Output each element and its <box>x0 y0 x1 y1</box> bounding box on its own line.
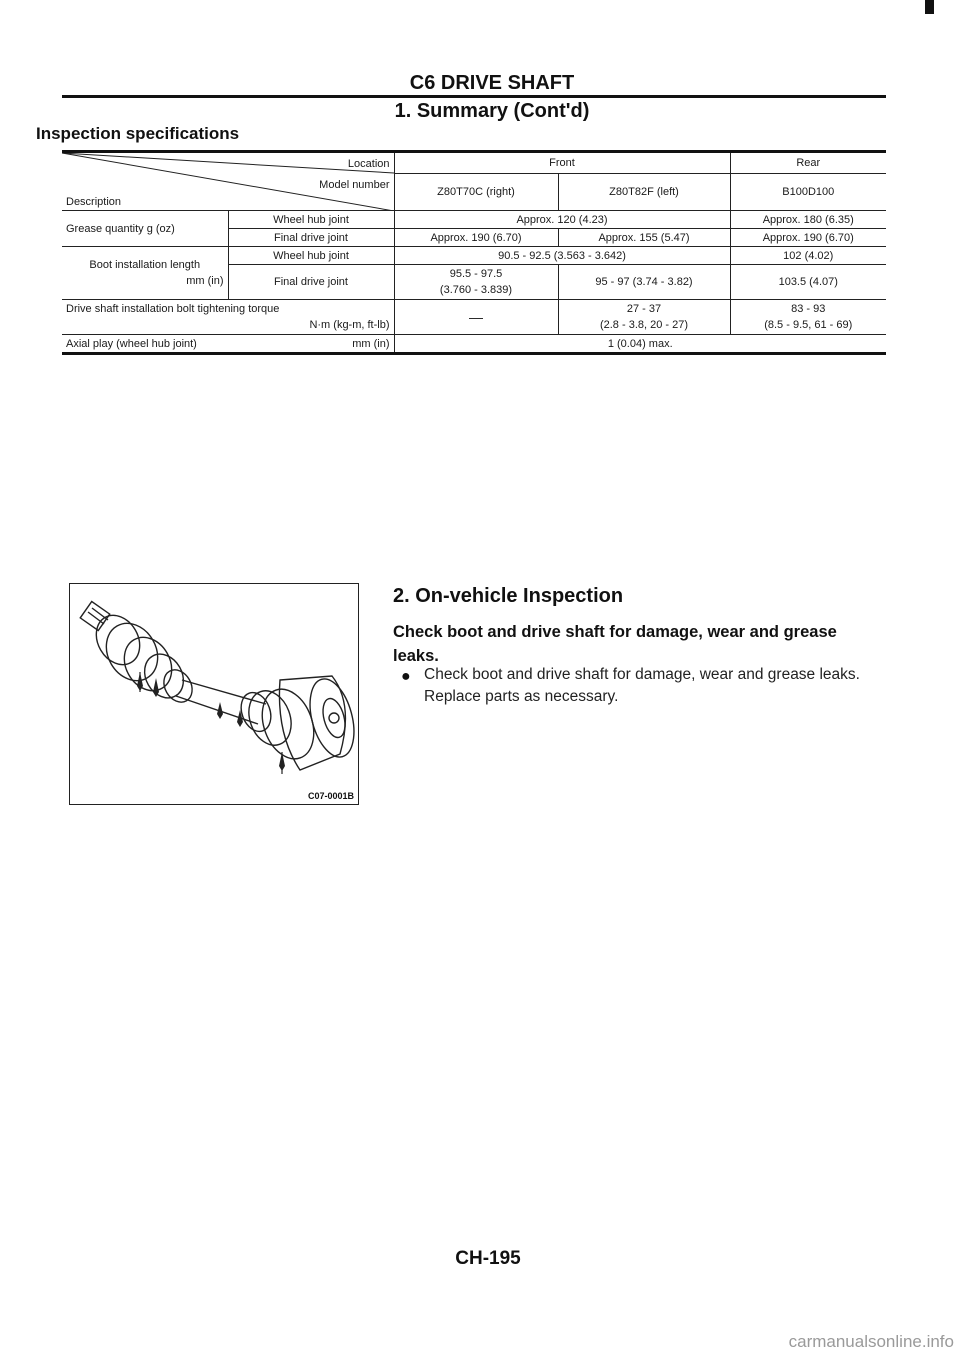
axial-play-row <box>62 335 886 354</box>
grease-wheel-hub-label: Wheel hub joint <box>228 211 394 229</box>
column-front-header: Front <box>394 152 730 174</box>
boot-label-line2: mm (in) <box>186 275 224 287</box>
table-header-row <box>62 152 886 174</box>
boot-final-drive-rear: 103.5 (4.07) <box>730 265 886 300</box>
check-boot-heading: Check boot and drive shaft for damage, wear and grease leaks. <box>393 623 837 665</box>
torque-front-left <box>558 300 730 335</box>
grease-quantity-label: Grease quantity g (oz) <box>62 211 228 247</box>
grease-wheel-hub-row <box>62 211 886 229</box>
inspection-specifications-table <box>62 150 886 355</box>
torque-label-line1: Drive shaft installation bolt tightening torque <box>66 303 280 315</box>
torque-row <box>62 300 886 335</box>
model-front-right: Z80T70C (right) <box>394 174 558 211</box>
drive-shaft-illustration <box>70 584 358 804</box>
boot-wheel-hub-rear: 102 (4.02) <box>730 247 886 265</box>
boot-wheel-hub-label: Wheel hub joint <box>228 247 394 265</box>
boot-final-drive-front-left: 95 - 97 (3.74 - 3.82) <box>558 265 730 300</box>
subsection-title: 1. Summary (Cont'd) <box>394 100 590 122</box>
title-rule <box>62 95 886 98</box>
section-title: C6 DRIVE SHAFT <box>409 72 575 94</box>
check-boot-instruction: Check boot and drive shaft for damage, wear and grease leaks. Replace parts as necessary. <box>424 666 860 705</box>
grease-wheel-hub-front: Approx. 120 (4.23) <box>394 211 730 229</box>
column-rear-header: Rear <box>730 152 886 174</box>
corner-registration-mark <box>925 0 934 14</box>
axial-play-label-text: Axial play (wheel hub joint) <box>66 337 197 350</box>
boot-final-drive-front-right <box>394 265 558 300</box>
torque-front-left-line2: (2.8 - 3.8, 20 - 27) <box>599 319 689 331</box>
boot-wheel-hub-row <box>62 247 886 265</box>
axial-play-unit: mm (in) <box>352 337 390 350</box>
boot-label-line1: Boot installation length <box>89 259 201 271</box>
bullet-icon: ● <box>401 668 411 685</box>
boot-wheel-hub-front: 90.5 - 92.5 (3.563 - 3.642) <box>394 247 730 265</box>
torque-label-line2: N·m (kg-m, ft-lb) <box>309 319 390 331</box>
watermark: carmanualsonline.info <box>788 1332 954 1351</box>
corner-model-number-label: Model number <box>319 179 390 191</box>
figure-id-label: C07-0001B <box>307 791 354 801</box>
axial-play-value: 1 (0.04) max. <box>394 335 886 354</box>
on-vehicle-inspection-heading: 2. On-vehicle Inspection <box>393 585 624 607</box>
boot-installation-label <box>62 247 228 300</box>
torque-front-right: — <box>394 300 558 335</box>
torque-label <box>62 300 394 335</box>
torque-front-left-line1: 27 - 37 <box>626 303 662 315</box>
torque-rear-line2: (8.5 - 9.5, 61 - 69) <box>764 319 853 331</box>
corner-description-label: Description <box>66 196 122 208</box>
diagonal-header-cell <box>62 152 394 211</box>
boot-final-drive-label: Final drive joint <box>228 265 394 300</box>
drive-shaft-figure <box>69 583 359 805</box>
axial-play-label <box>62 335 394 354</box>
grease-final-drive-front-right: Approx. 190 (6.70) <box>394 229 558 247</box>
boot-final-drive-front-right-line2: (3.760 - 3.839) <box>439 284 513 296</box>
page-number: CH-195 <box>455 1248 521 1269</box>
corner-location-label: Location <box>347 158 390 170</box>
torque-rear <box>730 300 886 335</box>
inspection-specifications-heading: Inspection specifications <box>36 124 240 143</box>
grease-final-drive-front-left: Approx. 155 (5.47) <box>558 229 730 247</box>
boot-final-drive-front-right-line1: 95.5 - 97.5 <box>449 268 503 280</box>
model-rear: B100D100 <box>730 174 886 211</box>
grease-final-drive-rear: Approx. 190 (6.70) <box>730 229 886 247</box>
grease-final-drive-label: Final drive joint <box>228 229 394 247</box>
model-front-left: Z80T82F (left) <box>558 174 730 211</box>
grease-wheel-hub-rear: Approx. 180 (6.35) <box>730 211 886 229</box>
torque-rear-line1: 83 - 93 <box>791 303 826 315</box>
